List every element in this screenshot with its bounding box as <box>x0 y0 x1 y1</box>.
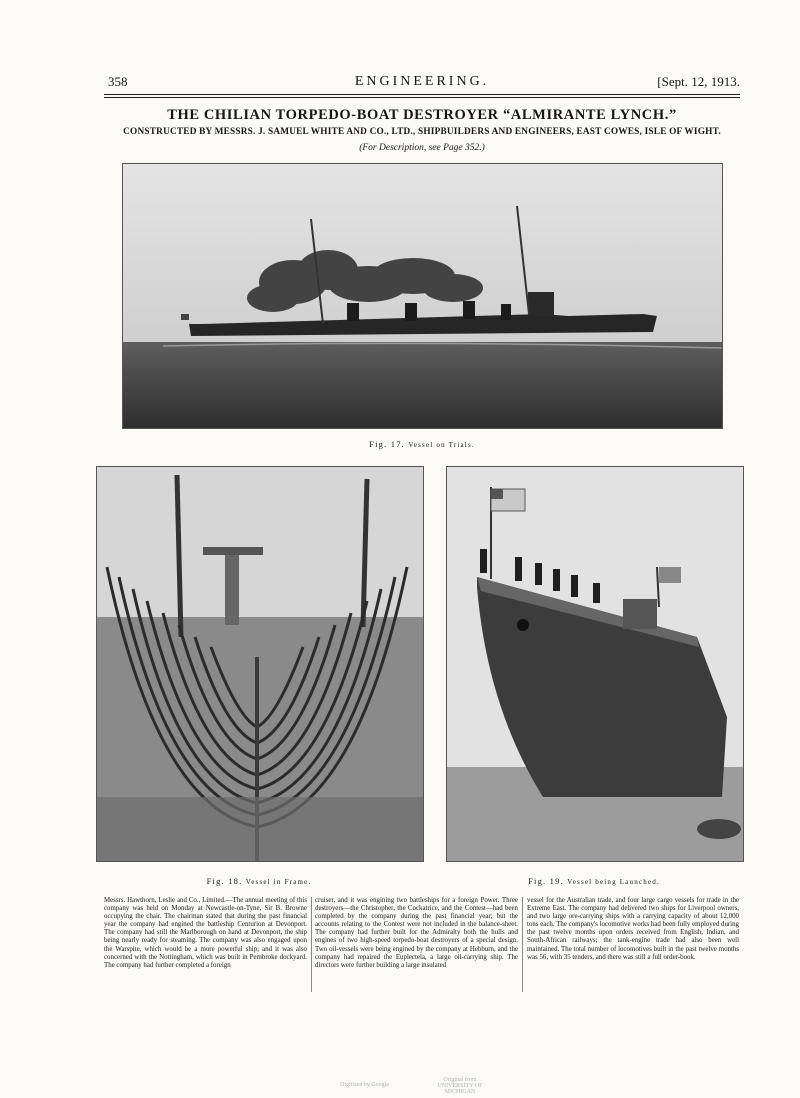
figure-19-number: Fig. 19. <box>528 876 564 886</box>
figure-17-caption <box>104 439 740 449</box>
article-title: THE CHILIAN TORPEDO-BOAT DESTROYER “ALMIRANTE LYNCH.” <box>167 107 677 123</box>
column-divider-1 <box>311 897 312 992</box>
column-divider-2 <box>522 897 523 992</box>
body-column-2 <box>315 897 518 970</box>
figure-18-number: Fig. 18. <box>206 876 243 886</box>
article-subtitle: CONSTRUCTED BY MESSRS. J. SAMUEL WHITE AND CO., LTD., SHIPBUILDERS AND ENGINEERS, EAST COWES, ISLE OF WIGHT. <box>123 127 721 137</box>
body-column-1 <box>104 897 307 970</box>
figure-19-title: Vessel being Launched. <box>567 878 660 886</box>
description-reference: (For Description, see Page 352.) <box>359 143 485 153</box>
figure-18-photo <box>96 466 424 862</box>
source-watermark <box>425 1077 495 1095</box>
digitized-watermark: Digitized by Google <box>340 1082 389 1088</box>
page-number: 358 <box>108 74 128 89</box>
source-line-2: UNIVERSITY OF MICHIGAN <box>437 1083 483 1095</box>
issue-date: [Sept. 12, 1913. <box>657 74 740 89</box>
figure-19-caption <box>446 876 742 886</box>
page-header <box>104 74 740 94</box>
body-column-3 <box>527 897 739 962</box>
destroyer-at-sea-illustration <box>123 164 722 428</box>
body-paragraph-3: vessel for the Australian trade, and four large cargo vessels for trade in the Extreme East. The company had delivered two ships for Liverpool owners, and two large ore-carrying ships with a carrying capacity of about 12,000 tons each. The company's locomotive works had been fully employed during the past twelve months upon orders received from English, Indian, and South-African railways; the tank-engine trade had also been well maintained. The total number of locomotives built in the past twelve months was 56, with 35 tenders, and there was still a full order-book. <box>527 897 739 961</box>
figure-18-title: Vessel in Frame. <box>245 878 312 886</box>
figure-17-photo <box>122 163 723 429</box>
source-line-1: Original from <box>443 1077 477 1083</box>
journal-title: ENGINEERING. <box>354 74 490 89</box>
header-rule-top <box>104 94 740 95</box>
header-rule-bottom <box>104 97 740 98</box>
figure-17-title: Vessel on Trials. <box>408 441 475 449</box>
hull-frames-illustration <box>97 467 423 861</box>
ship-launch-illustration <box>447 467 743 861</box>
body-paragraph-2: cruiser, and it was engining two battleships for a foreign Power. Three destroyers—the Christopher, the Cockatrice, and the Contest—had been completed by the company during the past financial year; but the accounts relating to the Contest were not included in the balance-sheet. The company had further built for the Admiralty both the hulls and engines of two high-speed torpedo-boat destroyers of a special design. Two oil-vessels were being engined by the company at Hebburn, and the company had repaired the Euplectela, a large oil-carrying ship. The directors were further building a large insulated <box>315 897 518 969</box>
figure-19-photo <box>446 466 744 862</box>
figure-17-number: Fig. 17. <box>369 439 405 449</box>
body-paragraph-1: Messrs. Hawthorn, Leslie and Co., Limited.—The annual meeting of this company was held on Monday at Newcastle-on-Tyne, Sir B. Browne occupying the chair. The chairman stated that during the past financial year the company had engined the battleship Centurion at Devonport. The company had still the Marlborough on hand at Devonport, the ship being nearly ready for steaming. The company was also engaged upon the Warspite, which would be a more powerful ship; and it was also concerned with the Nottingham, which was built in Pembroke dockyard. The company had further completed a foreign <box>104 897 307 969</box>
figure-18-caption <box>96 876 422 886</box>
